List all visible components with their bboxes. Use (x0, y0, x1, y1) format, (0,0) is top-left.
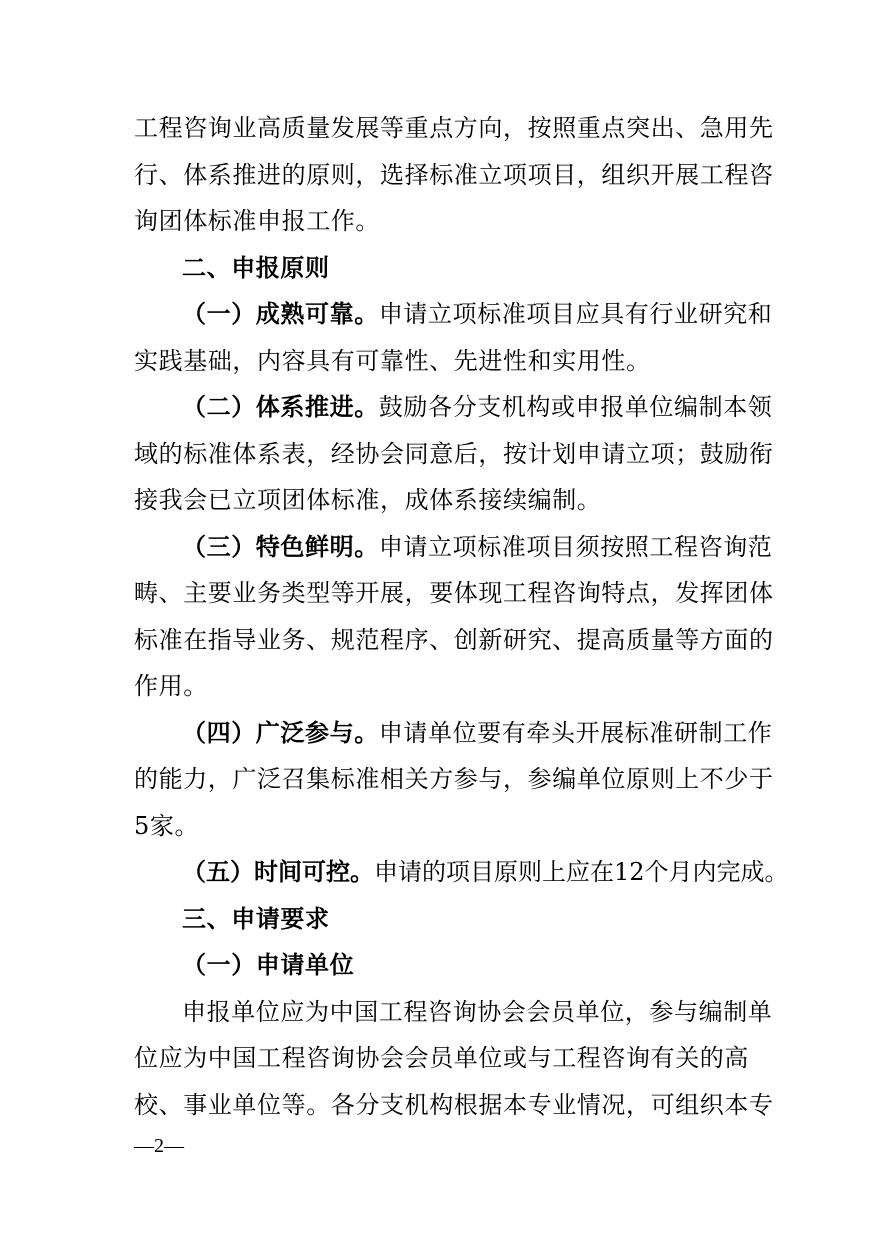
principle-3-line-2: 畴、主要业务类型等开展，要体现工程咨询特点，发挥团体 (134, 579, 774, 607)
principle-5-text: 申请的项目原则上应在12个月内完成。 (374, 858, 789, 886)
intro-line-1: 工程咨询业高质量发展等重点方向，按照重点突出、急用先 (134, 114, 774, 142)
principle-4-text: 申请单位要有牵头开展标准研制工作 (378, 719, 773, 747)
principle-4-label: （四）广泛参与。 (182, 719, 379, 747)
principle-1-line-1 (182, 291, 773, 337)
principle-5-label: （五）时间可控。 (182, 858, 374, 886)
principle-3-label: （三）特色鲜明。 (182, 533, 379, 561)
principle-4-line-2: 的能力，广泛召集标准相关方参与，参编单位原则上不少于 (134, 765, 774, 793)
section-heading-2: 二、申报原则 (182, 254, 330, 282)
principle-3-line-4: 作用。 (134, 672, 208, 700)
principle-2-label: （二）体系推进。 (182, 393, 379, 421)
applicant-line-1: 申报单位应为中国工程咨询协会会员单位，参与编制单 (182, 998, 773, 1026)
applicant-line-2: 位应为中国工程咨询协会会员单位或与工程咨询有关的高 (134, 1044, 749, 1072)
section-heading-3: 三、申请要求 (182, 905, 330, 933)
principle-5-line-1 (182, 849, 789, 895)
principle-2-line-1 (182, 384, 773, 430)
principle-4-line-1 (182, 710, 773, 756)
principle-2-text: 鼓励各分支机构或申报单位编制本领 (378, 393, 773, 421)
principle-1-text: 申请立项标准项目应具有行业研究和 (378, 300, 773, 328)
principle-4-line-3: 5家。 (134, 812, 200, 840)
principle-2-line-2: 域的标准体系表，经协会同意后，按计划申请立项；鼓励衔 (134, 440, 774, 468)
principle-3-line-3: 标准在指导业务、规范程序、创新研究、提高质量等方面的 (134, 626, 774, 654)
principle-1-label: （一）成熟可靠。 (182, 300, 379, 328)
page-number: —2— (134, 1135, 184, 1157)
subsection-heading-applicant: （一）申请单位 (182, 951, 355, 979)
principle-1-line-2: 实践基础，内容具有可靠性、先进性和实用性。 (134, 347, 651, 375)
intro-line-2: 行、体系推进的原则，选择标准立项项目，组织开展工程咨 (134, 161, 774, 189)
principle-3-line-1 (182, 524, 773, 570)
intro-line-3: 询团体标准申报工作。 (134, 207, 380, 235)
principle-3-text: 申请立项标准项目须按照工程咨询范 (378, 533, 773, 561)
principle-2-line-3: 接我会已立项团体标准，成体系接续编制。 (134, 486, 602, 514)
applicant-line-3: 校、事业单位等。各分支机构根据本专业情况，可组织本专 (134, 1091, 774, 1119)
